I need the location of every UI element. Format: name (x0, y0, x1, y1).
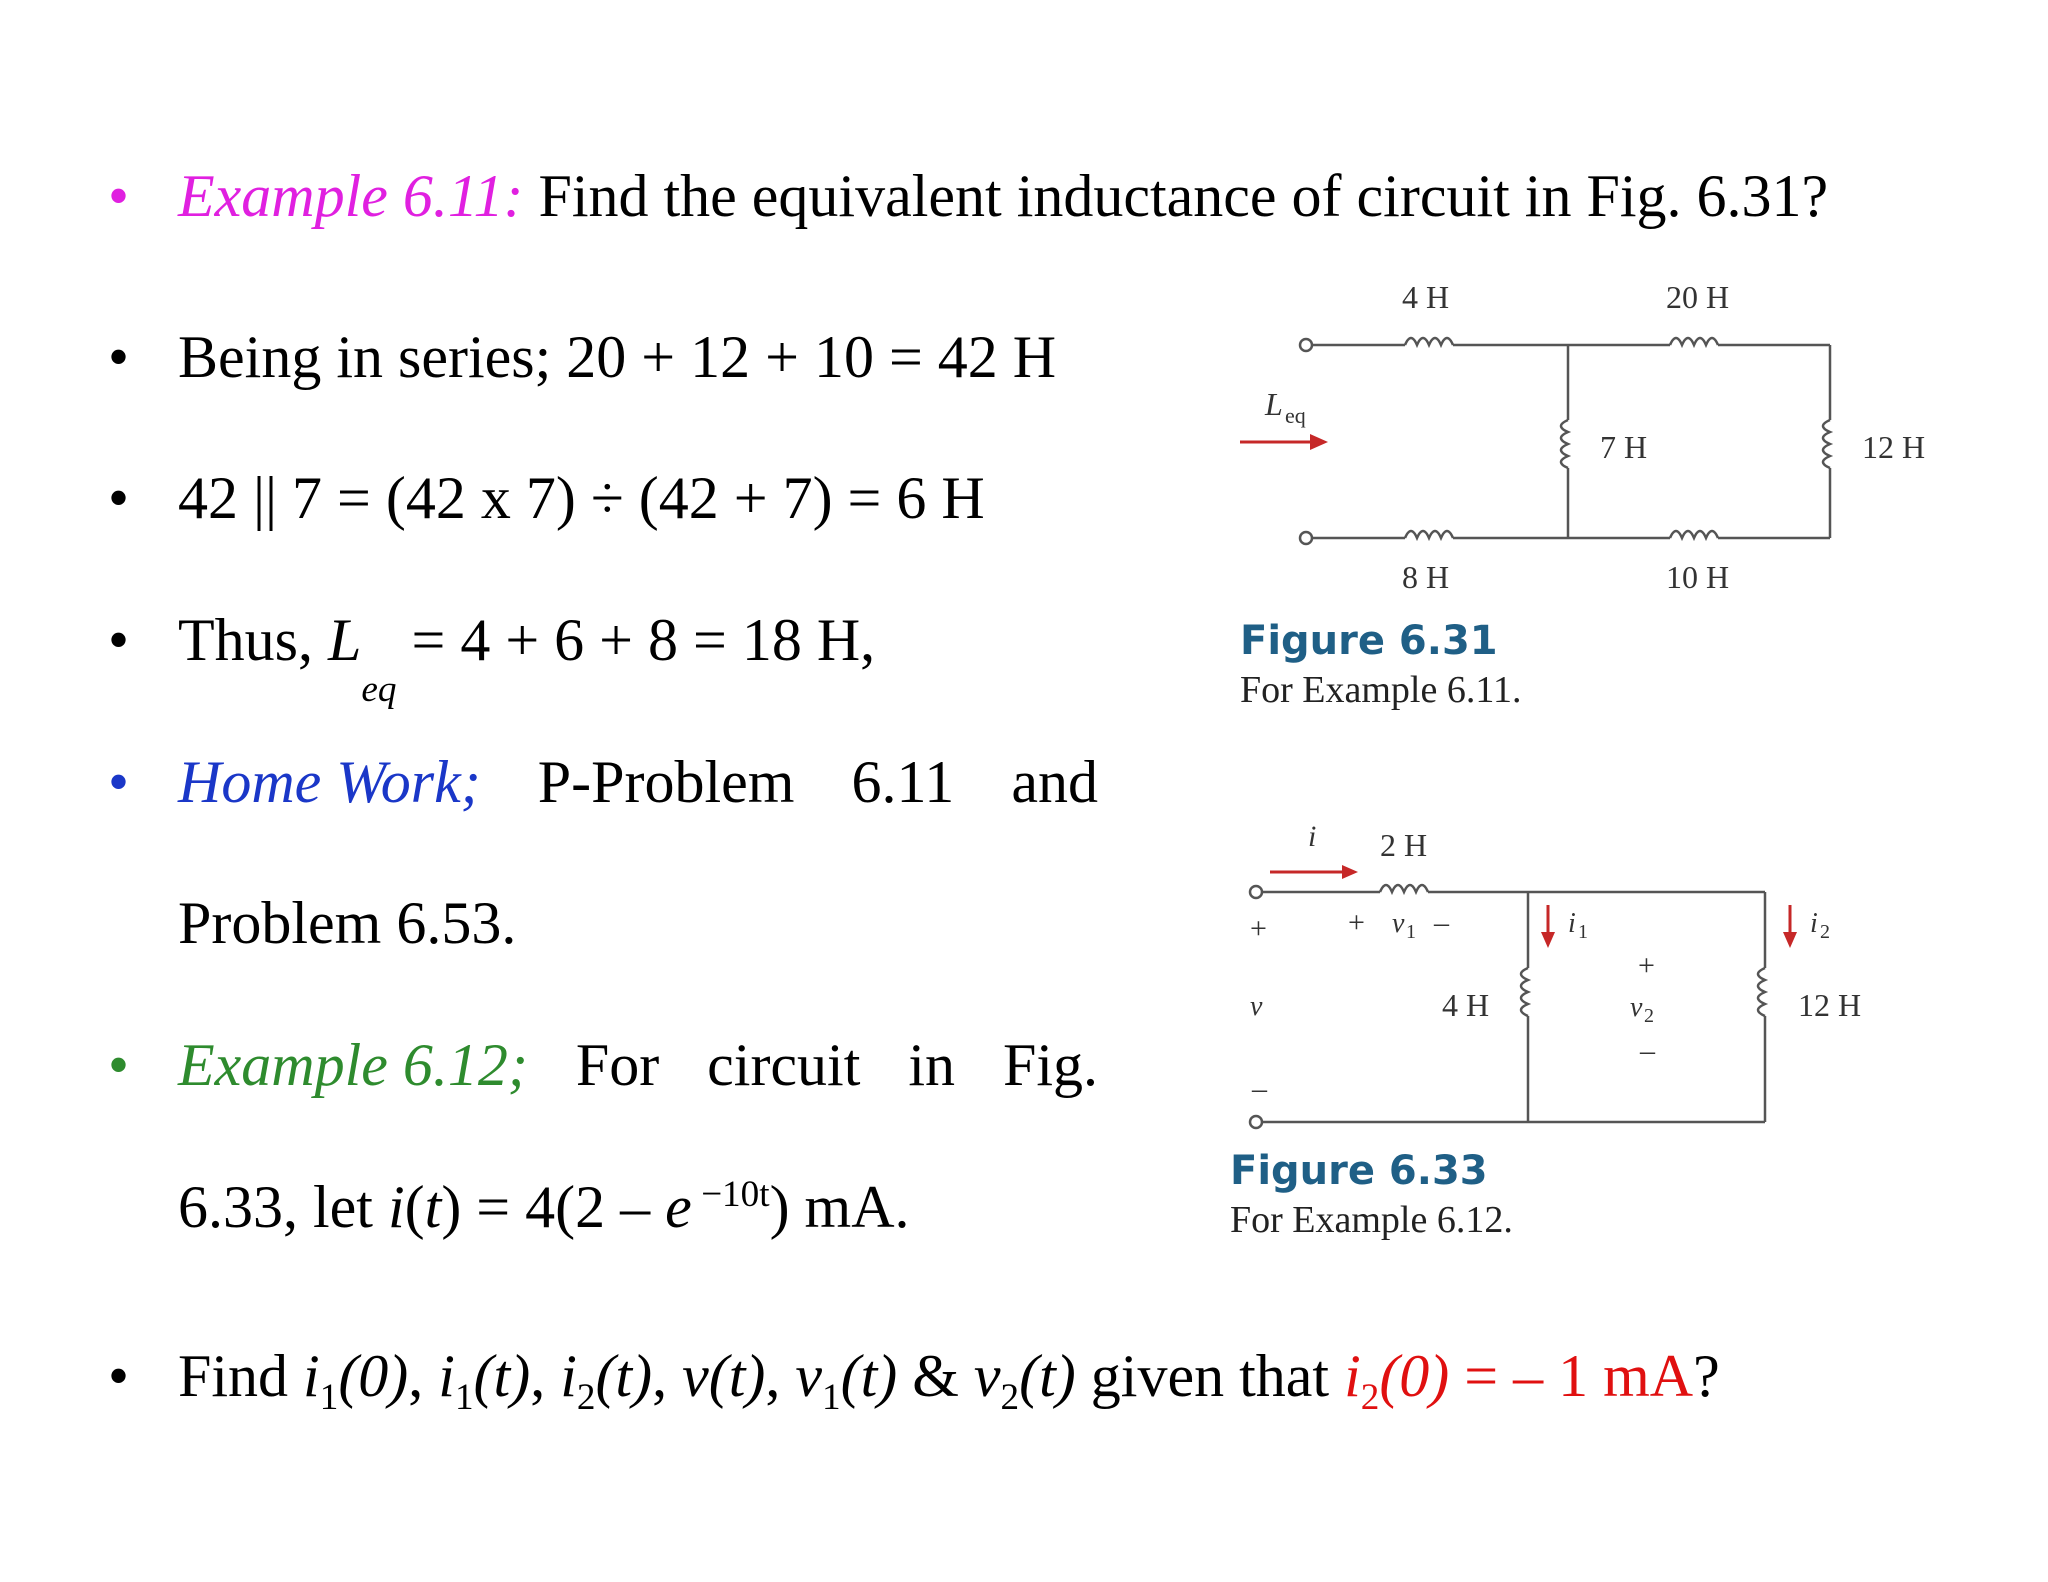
inductor-4h-b (1521, 968, 1528, 1016)
svg-text:20 H: 20 H (1666, 279, 1730, 315)
homework-label: Home Work; (178, 749, 481, 815)
inductor-7h (1561, 420, 1568, 468)
inductor-10h (1670, 531, 1718, 538)
svg-text:–: – (1434, 906, 1449, 939)
find-text: Find $i_1(0)$, $i_1(t)$, $i_2(t)$, v(t), $v_1(t)$ & $v_2(t)$ given that $i_2(0)$ = – 1 mA? (178, 1343, 1720, 1418)
circuit-6-33 (1230, 810, 1930, 1140)
figure-6-33-caption: For Example 6.12. (1230, 1199, 1513, 1241)
circuit-6-31 (1230, 270, 1990, 610)
homework-text: Home Work; P-Problem 6.11 and (178, 749, 1098, 815)
parallel-text: 42 || 7 = (42 x 7) ÷ (42 + 7) = 6 H (178, 465, 985, 531)
example-6-12-label: Example 6.12; (178, 1032, 528, 1098)
svg-text:8 H: 8 H (1402, 559, 1450, 595)
example-label: Example 6.11: (178, 163, 524, 229)
figure-6-31 (1230, 270, 1990, 730)
svg-text:v: v (1392, 908, 1405, 939)
bullet-icon: • (108, 324, 130, 390)
svg-text:7 H: 7 H (1600, 429, 1648, 465)
svg-text:i: i (1810, 908, 1818, 939)
bullet-icon: • (108, 607, 130, 673)
svg-text:12 H: 12 H (1862, 429, 1926, 465)
svg-text:v: v (1250, 991, 1263, 1022)
inductor-2h (1380, 885, 1428, 892)
leq-symbol: L (328, 607, 362, 673)
svg-text:12 H: 12 H (1798, 987, 1862, 1023)
slide: • Example 6.11: Find the equivalent inductance of circuit in Fig. 6.31? • Being in series; 20 + 12 + 10 = 42 H • 42 || 7 = (42 x 7) ÷ (42 + 7) = 6 H • Thus, $L_{eq} = 4 + 6 + 8 = 18$ H, • Home Work; P-Problem 6.11 and Problem 6.53. • Example 6.12; For circuit in Fig. 6.33, let i(t) = 4(2 – e $^{-10t}$) mA. • Find $i_1(0)$, $i_1(t)$, $i_2(t)$, v(t), $v_1(t)$ & $v_2(t)$ given that $i_2(0)$ = – 1 mA? L eq 4 H 20 H 7 H 12 H 8 H 10 H Figure 6.31 For Example 6.11. i 2 H + v – + v 1 – i 1 4 H + v 2 – i 2 12 H Figure 6.33 For Example 6.12. (0, 0, 2048, 1582)
inductor-12h-b (1758, 968, 1765, 1016)
svg-text:1: 1 (1406, 921, 1416, 943)
figure-6-31-title: Figure 6.31 (1240, 618, 1498, 664)
svg-text:2 H: 2 H (1380, 827, 1428, 863)
bullet-icon: • (108, 1032, 130, 1098)
svg-text:1: 1 (1578, 921, 1588, 943)
figure-6-33 (1230, 810, 1930, 1260)
svg-text:+: + (1638, 949, 1655, 982)
question-text: Find the equivalent inductance of circuit in Fig. 6.31? (523, 163, 1829, 229)
svg-text:L: L (1265, 386, 1283, 422)
figure-6-33-title: Figure 6.33 (1230, 1148, 1488, 1194)
terminal-top (1300, 339, 1312, 351)
terminal-bottom (1300, 532, 1312, 544)
svg-text:eq: eq (1285, 403, 1306, 428)
svg-text:10 H: 10 H (1666, 559, 1730, 595)
example-6-12-text: Example 6.12; For circuit in Fig. (178, 1032, 1098, 1098)
svg-text:i: i (1308, 820, 1317, 853)
svg-text:v: v (1630, 992, 1643, 1023)
inductor-8h (1405, 531, 1453, 538)
bullet-icon: • (108, 1343, 130, 1409)
terminal-bottom (1250, 1116, 1262, 1128)
bullet-icon: • (108, 163, 130, 229)
svg-text:4 H: 4 H (1402, 279, 1450, 315)
given-condition: $i_2(0)$ = – 1 mA (1344, 1343, 1694, 1418)
terminal-top (1250, 886, 1262, 898)
inductor-4h (1405, 338, 1453, 345)
svg-text:+: + (1250, 912, 1267, 945)
bullet-icon: • (108, 749, 130, 815)
svg-text:i: i (1568, 908, 1576, 939)
svg-text:2: 2 (1644, 1005, 1654, 1027)
inductor-12h (1823, 420, 1830, 468)
series-text: Being in series; 20 + 12 + 10 = 42 H (178, 324, 1057, 390)
inductor-20h (1670, 338, 1718, 345)
svg-text:4 H: 4 H (1442, 987, 1490, 1023)
svg-text:–: – (1640, 1034, 1655, 1067)
bullet-text (178, 163, 1829, 229)
svg-text:+: + (1348, 906, 1365, 939)
svg-text:2: 2 (1820, 921, 1830, 943)
figure-6-31-caption: For Example 6.11. (1240, 669, 1522, 711)
bullet-icon: • (108, 465, 130, 531)
leq-text: Thus, $L_{eq} = 4 + 6 + 8 = 18$ H, (178, 607, 876, 710)
svg-text:–: – (1252, 1072, 1267, 1105)
